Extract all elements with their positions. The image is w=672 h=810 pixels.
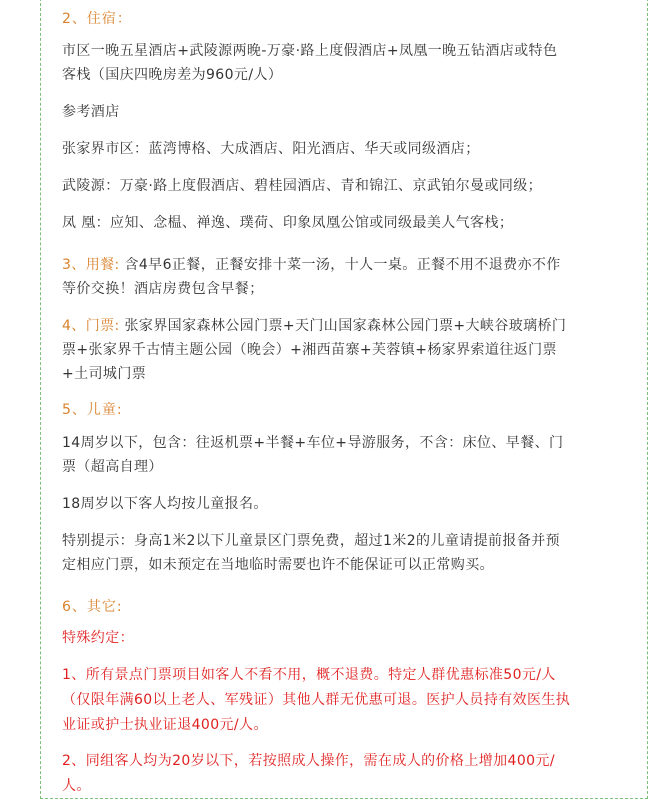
children-policy-line-2: 票（超高自理） bbox=[62, 459, 163, 475]
special-rule-2-line-2: 人。 bbox=[62, 778, 91, 794]
reference-hotels-label: 参考酒店 bbox=[62, 104, 120, 120]
special-agreement-title: 特殊约定： bbox=[62, 630, 134, 646]
special-rule-1-line-1: 1、所有景点门票项目如客人不看不用，概不退费。特定人群优惠标准50元/人 bbox=[62, 667, 556, 683]
zhangjiajie-hotels: 张家界市区：蓝湾博格、大成酒店、阳光酒店、华天或同级酒店； bbox=[62, 141, 480, 157]
meals-heading: 3、用餐: bbox=[62, 257, 120, 273]
meals-line-1: 3、用餐: 含4早6正餐，正餐安排十菜一汤，十人一桌。正餐不用不退费亦不作 bbox=[62, 257, 561, 273]
tickets-line-2: 票+张家界千古情主题公园（晚会）+湘西苗寨+芙蓉镇+杨家界索道往返门票 bbox=[62, 342, 557, 358]
fenghuang-hotels: 凤 凰：应知、念榅、禅逸、璞荷、印象凤凰公馆或同级最美人气客栈； bbox=[62, 215, 514, 231]
special-tip-line-2: 定相应门票，如未预定在当地临时需要也许不能保证可以正常购买。 bbox=[62, 557, 494, 573]
lodging-line-2: 客栈（国庆四晚房差为960元/人） bbox=[62, 67, 283, 83]
children-age-note: 18周岁以下客人均按儿童报名。 bbox=[62, 496, 268, 512]
tickets-line-3: +土司城门票 bbox=[62, 366, 147, 382]
wulingyuan-hotels: 武陵源：万豪·路上度假酒店、碧桂园酒店、青和锦江、京武铂尔曼或同级； bbox=[62, 178, 543, 194]
section-heading-children: 5、儿童: bbox=[62, 402, 123, 418]
special-rule-1-line-2: （仅限年满60以上老人、军残证）其他人群无优惠可退。医护人员持有效医生执 bbox=[62, 692, 571, 708]
special-tip-line-1: 特别提示：身高1米2以下儿童景区门票免费，超过1米2的儿童请提前报备并预 bbox=[62, 533, 561, 549]
special-rule-1-line-3: 业证或护士执业证退400元/人。 bbox=[62, 717, 268, 733]
tickets-line-1: 4、门票: 张家界国家森林公园门票+天门山国家森林公园门票+大峡谷玻璃桥门 bbox=[62, 318, 567, 334]
section-heading-lodging: 2、住宿： bbox=[62, 11, 132, 27]
section-heading-other: 6、其它: bbox=[62, 599, 123, 615]
tickets-heading: 4、门票: bbox=[62, 318, 120, 334]
lodging-line-1: 市区一晚五星酒店+武陵源两晚-万豪·路上度假酒店+凤凰一晚五钻酒店或特色 bbox=[62, 43, 558, 59]
children-policy-line-1: 14周岁以下，包含：往返机票+半餐+车位+导游服务，不含：床位、早餐、门 bbox=[62, 435, 564, 451]
special-rule-2-line-1: 2、同组客人均为20岁以下，若按照成人操作，需在成人的价格上增加400元/ bbox=[62, 753, 555, 769]
meals-line-2: 等价交换！酒店房费包含早餐； bbox=[62, 281, 264, 297]
